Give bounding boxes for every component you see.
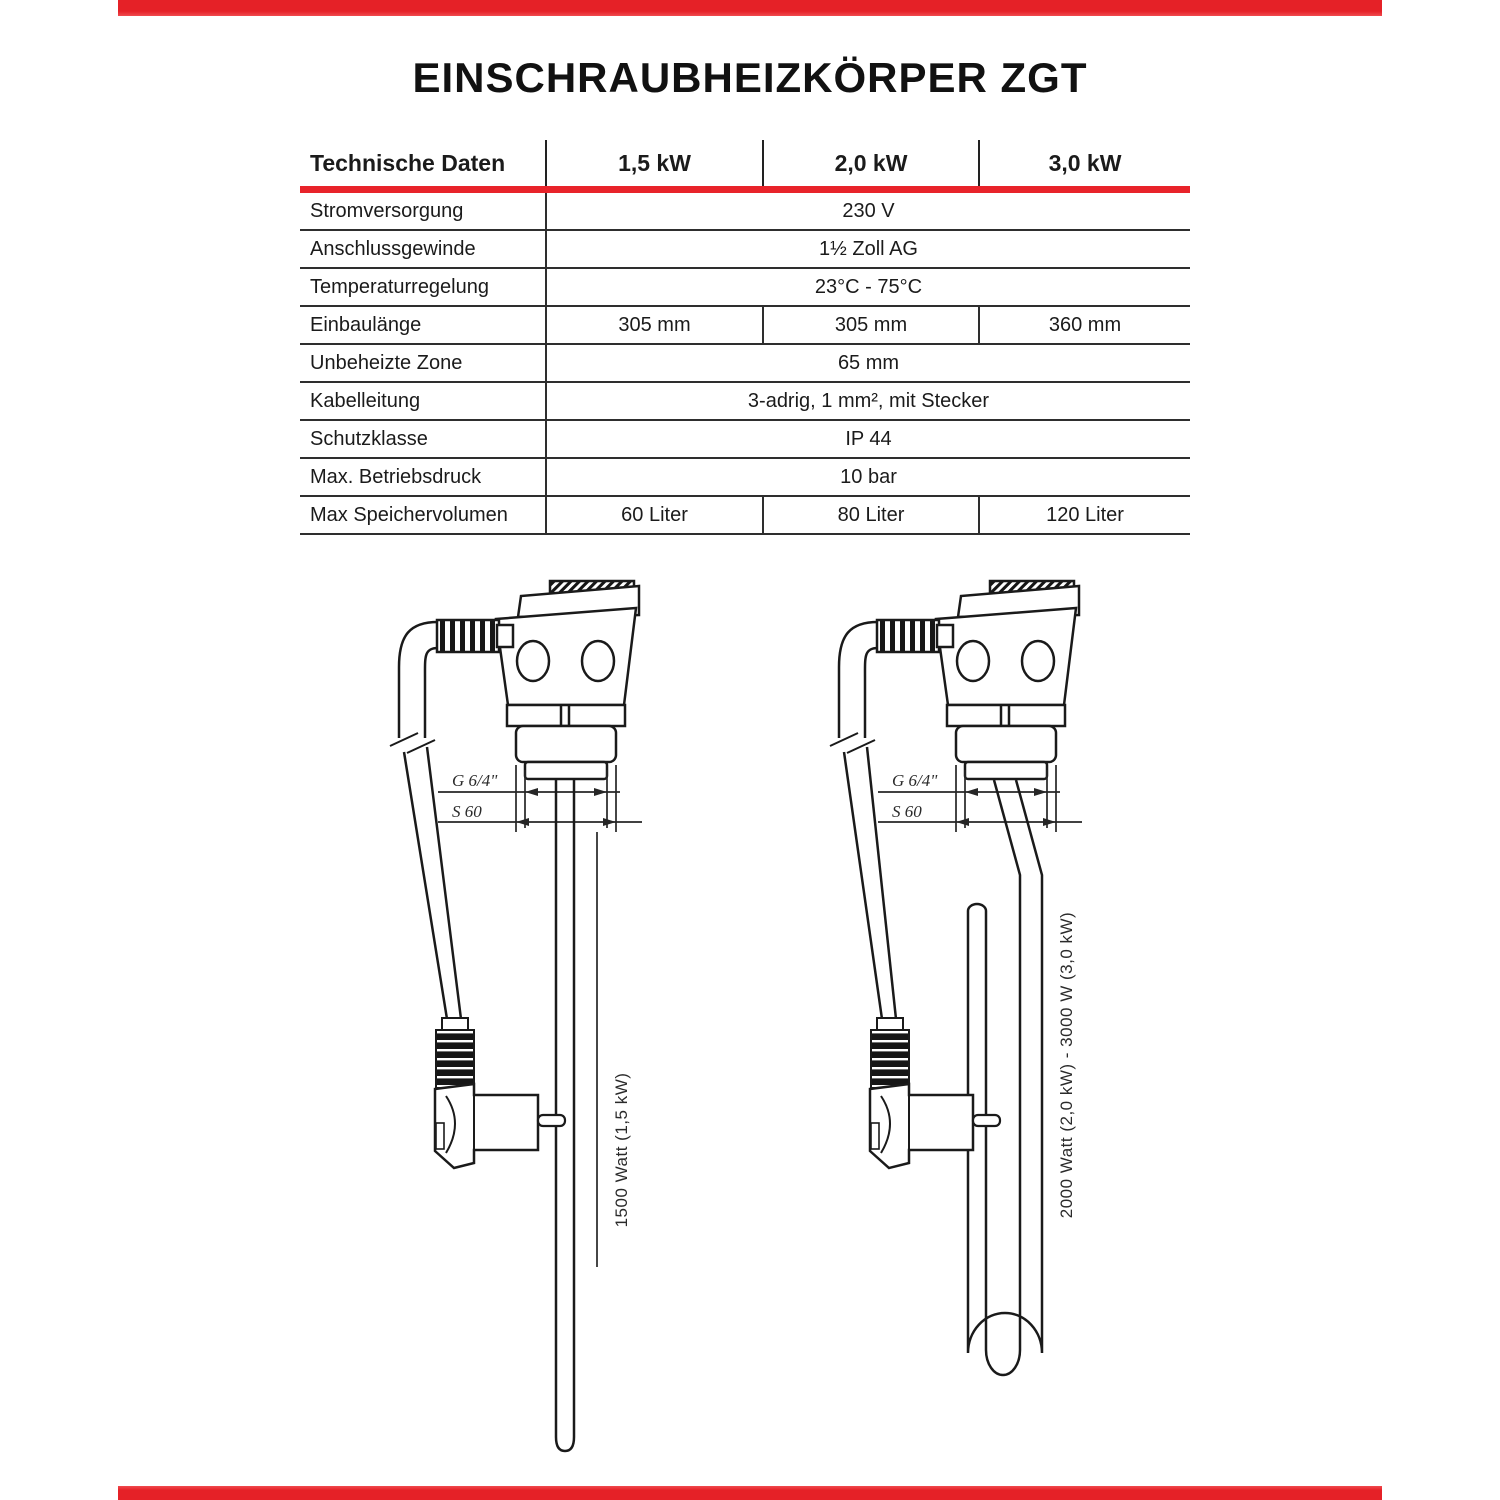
table-header-col-2: 2,0 kW — [762, 140, 978, 186]
plug-pin — [973, 1115, 1000, 1126]
plug-strain-relief — [436, 1030, 474, 1088]
table-row — [300, 193, 1190, 231]
row-label: Max Speichervolumen — [310, 503, 508, 526]
thread-boss — [965, 762, 1047, 779]
hex-nut — [956, 726, 1056, 762]
heating-loop — [968, 780, 1042, 1375]
technical-data-table — [300, 140, 1190, 535]
flange — [507, 705, 625, 726]
table-row — [300, 231, 1190, 269]
table-row — [300, 421, 1190, 459]
plug-body — [870, 1084, 973, 1168]
power-cable — [830, 622, 896, 1019]
thread-size-label: G 6/4" — [892, 771, 938, 790]
flange — [947, 705, 1065, 726]
plug-strain-relief — [871, 1030, 909, 1088]
plug-cable-entry — [877, 1018, 903, 1030]
row-value: 360 mm — [978, 307, 1190, 343]
row-label: Max. Betriebsdruck — [310, 465, 482, 488]
page-title: EINSCHRAUBHEIZKÖRPER ZGT — [412, 54, 1088, 101]
row-value: 3-adrig, 1 mm², mit Stecker — [545, 383, 1190, 419]
row-value: 230 V — [545, 193, 1190, 229]
row-label: Stromversorgung — [310, 199, 464, 222]
plug-pin — [538, 1115, 565, 1126]
table-row — [300, 383, 1190, 421]
plug-cable-entry — [442, 1018, 468, 1030]
hex-nut — [516, 726, 616, 762]
gland-connector — [937, 625, 953, 647]
row-value: 23°C - 75°C — [545, 269, 1190, 305]
row-value: 1½ Zoll AG — [545, 231, 1190, 267]
row-value: 120 Liter — [978, 497, 1190, 533]
heater-diagram-2-0-3-0kw — [820, 575, 1120, 1475]
table-row — [300, 459, 1190, 497]
power-rating-label: 2000 Watt (2,0 kW) - 3000 W (3,0 kW) — [1057, 911, 1076, 1219]
wrench-size-label: S 60 — [452, 802, 482, 821]
top-red-bar — [118, 0, 1382, 16]
row-value: 65 mm — [545, 345, 1190, 381]
heater-head-drawing — [877, 581, 1079, 779]
bottom-red-bar — [118, 1486, 1382, 1500]
table-row — [300, 497, 1190, 535]
head-hole-right — [1022, 641, 1054, 681]
power-rating-label: 1500 Watt (1,5 kW) — [612, 1072, 631, 1228]
thread-size-label: G 6/4" — [452, 771, 498, 790]
row-label: Temperaturregelung — [310, 275, 489, 298]
cable-gland — [877, 620, 939, 652]
gland-connector — [497, 625, 513, 647]
table-header-label: Technische Daten — [310, 149, 506, 176]
row-label: Schutzklasse — [310, 427, 428, 450]
row-value: IP 44 — [545, 421, 1190, 457]
cable-gland — [437, 620, 499, 652]
thread-boss — [525, 762, 607, 779]
table-row — [300, 345, 1190, 383]
heater-head-drawing — [437, 581, 639, 779]
row-value: 10 bar — [545, 459, 1190, 495]
table-header-col-1: 1,5 kW — [545, 140, 762, 186]
table-row — [300, 269, 1190, 307]
table-header-col-3: 3,0 kW — [978, 140, 1190, 186]
row-value: 80 Liter — [762, 497, 978, 533]
head-hole-right — [582, 641, 614, 681]
table-header-row — [300, 140, 1190, 186]
table-row — [300, 307, 1190, 345]
schuko-plug — [435, 1018, 565, 1168]
head-hole-left — [517, 641, 549, 681]
row-value: 305 mm — [762, 307, 978, 343]
header-red-rule — [300, 186, 1190, 193]
row-label: Kabelleitung — [310, 389, 421, 412]
row-label: Anschlussgewinde — [310, 237, 476, 260]
heater-diagram-1-5kw — [380, 575, 720, 1475]
schuko-plug — [870, 1018, 1000, 1168]
row-value: 305 mm — [545, 307, 762, 343]
head-hole-left — [957, 641, 989, 681]
row-label: Einbaulänge — [310, 313, 422, 336]
wrench-size-label: S 60 — [892, 802, 922, 821]
power-cable — [390, 622, 461, 1019]
row-label: Unbeheizte Zone — [310, 351, 463, 374]
plug-body — [435, 1084, 538, 1168]
row-value: 60 Liter — [545, 497, 762, 533]
